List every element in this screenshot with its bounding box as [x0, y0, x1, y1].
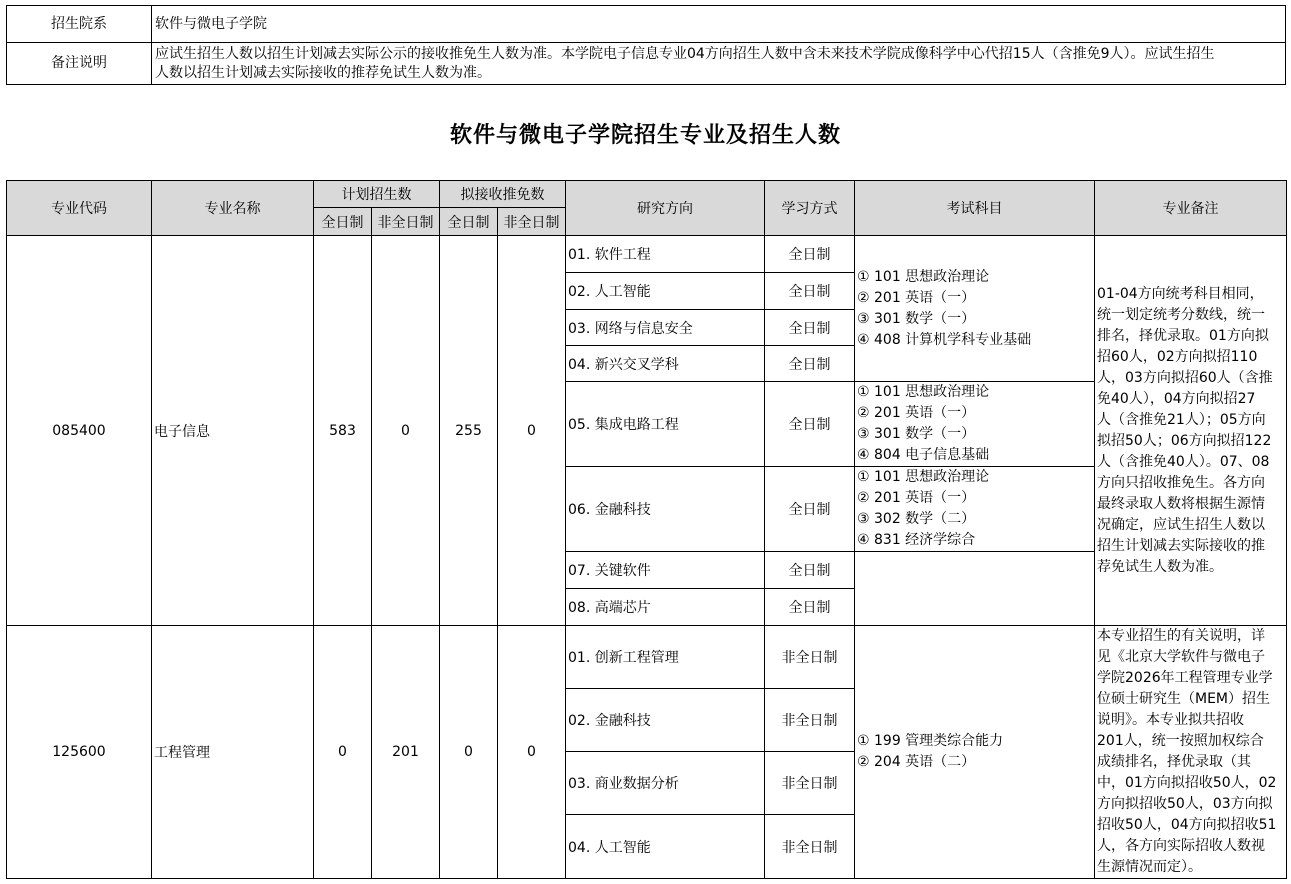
study-mode-cell: 全日制	[765, 346, 855, 382]
direction-cell: 03. 网络与信息安全	[566, 310, 765, 346]
subjects-cell	[855, 467, 1095, 552]
rec-part: 0	[498, 236, 566, 626]
header-study-mode: 学习方式	[765, 181, 855, 236]
note-line: 排名，择优录取。01方向拟	[1097, 327, 1269, 344]
rec-part: 0	[498, 626, 566, 879]
subjects-cell	[855, 626, 1095, 879]
subject-item: ② 204 英语（二）	[857, 754, 976, 770]
remark-label: 备注说明	[7, 43, 152, 85]
header-plan: 计划招生数	[314, 181, 440, 208]
remark-line-2: 人数以招生计划减去实际接收的推荐免试生人数为准。	[155, 64, 491, 81]
subject-item: ③ 301 数学（一）	[857, 310, 976, 327]
subject-item: ② 201 英语（一）	[857, 289, 976, 306]
direction-cell: 04. 新兴交叉学科	[566, 346, 765, 382]
header-name: 专业名称	[152, 181, 314, 236]
dept-value: 软件与微电子学院	[152, 6, 1286, 43]
note-line: 本专业招生的有关说明，详	[1097, 628, 1265, 644]
study-mode-cell: 非全日制	[765, 689, 855, 752]
header-rec-full: 全日制	[440, 208, 498, 236]
study-mode-cell: 非全日制	[765, 815, 855, 879]
note-line: 统一划定统考分数线，统一	[1097, 306, 1265, 323]
header-recommend: 拟接收推免数	[440, 181, 566, 208]
header-note: 专业备注	[1095, 181, 1287, 236]
program-note	[1095, 236, 1287, 626]
note-line: 201人，统一按照加权综合	[1097, 733, 1264, 749]
subject-item: ① 199 管理类综合能力	[857, 733, 1004, 749]
header-plan-full: 全日制	[314, 208, 372, 236]
header-subjects: 考试科目	[855, 181, 1095, 236]
direction-cell: 04. 人工智能	[566, 815, 765, 879]
direction-cell: 05. 集成电路工程	[566, 382, 765, 467]
note-line: 人，各方向实际招收人数视	[1097, 838, 1265, 854]
info-table	[6, 5, 1286, 85]
study-mode-cell: 全日制	[765, 236, 855, 273]
subject-item: ③ 302 数学（二）	[857, 511, 976, 527]
subjects-cell	[855, 382, 1095, 467]
direction-cell: 03. 商业数据分析	[566, 752, 765, 815]
note-line: 成绩排名，择优录取（其	[1097, 754, 1251, 770]
program-name: 工程管理	[152, 626, 314, 879]
plan-part: 0	[372, 236, 440, 626]
study-mode-cell: 全日制	[765, 382, 855, 467]
direction-cell: 01. 创新工程管理	[566, 626, 765, 689]
note-line: 中，01方向拟招收50人，02	[1097, 775, 1277, 791]
note-line: 学院2026年工程管理专业学	[1097, 670, 1273, 686]
plan-full: 583	[314, 236, 372, 626]
subject-item: ① 101 思想政治理论	[857, 268, 990, 285]
note-line: 生源情况而定）。	[1097, 859, 1202, 875]
subject-item: ① 101 思想政治理论	[857, 384, 990, 400]
study-mode-cell: 全日制	[765, 273, 855, 310]
study-mode-cell: 非全日制	[765, 626, 855, 689]
direction-cell: 07. 关键软件	[566, 552, 765, 589]
study-mode-cell: 非全日制	[765, 752, 855, 815]
note-line: 方向只招收推免生。各方向	[1097, 474, 1265, 491]
subject-item: ① 101 思想政治理论	[857, 469, 990, 485]
subject-item: ② 201 英语（一）	[857, 490, 976, 506]
subjects-cell	[855, 236, 1095, 382]
header-code: 专业代码	[7, 181, 152, 236]
note-line: 招60人，02方向拟招110	[1097, 348, 1258, 365]
header-rec-part: 非全日制	[498, 208, 566, 236]
program-code: 125600	[7, 626, 152, 879]
subject-item: ④ 408 计算机学科专业基础	[857, 331, 1032, 348]
note-line: 位硕士研究生（MEM）招生	[1097, 691, 1271, 707]
rec-full: 0	[440, 626, 498, 879]
header-direction: 研究方向	[566, 181, 765, 236]
program-code: 085400	[7, 236, 152, 626]
subject-item: ② 201 英语（一）	[857, 405, 976, 421]
note-line: 招收50人，04方向拟招收51	[1097, 817, 1277, 833]
note-line: 说明》。本专业拟共招收	[1097, 712, 1244, 728]
direction-cell: 08. 高端芯片	[566, 589, 765, 626]
note-line: 招生计划减去实际接收的推	[1097, 537, 1265, 554]
note-line: 方向拟招收50人，03方向拟	[1097, 796, 1273, 812]
note-line: 见《北京大学软件与微电子	[1097, 649, 1265, 665]
subject-item: ③ 301 数学（一）	[857, 426, 976, 442]
page-title: 软件与微电子学院招生专业及招生人数	[449, 123, 841, 148]
remark-value	[152, 43, 1286, 85]
note-line: 荐免试生人数为准。	[1097, 558, 1223, 575]
plan-full: 0	[314, 626, 372, 879]
admission-table	[6, 180, 1287, 879]
program-note	[1095, 626, 1287, 879]
subject-item: ④ 804 电子信息基础	[857, 447, 990, 463]
dept-label: 招生院系	[7, 6, 152, 43]
note-line: 人，03方向拟招60人（含推	[1097, 369, 1273, 386]
subject-item: ④ 831 经济学综合	[857, 532, 976, 548]
header-plan-part: 非全日制	[372, 208, 440, 236]
plan-part: 201	[372, 626, 440, 879]
note-line: 况确定，应试生招生人数以	[1097, 516, 1265, 533]
program-name: 电子信息	[152, 236, 314, 626]
direction-cell: 02. 金融科技	[566, 689, 765, 752]
note-line: 最终录取人数将根据生源情	[1097, 495, 1265, 512]
study-mode-cell: 全日制	[765, 552, 855, 589]
study-mode-cell: 全日制	[765, 467, 855, 552]
direction-cell: 02. 人工智能	[566, 273, 765, 310]
subjects-empty-cell	[855, 552, 1095, 626]
rec-full: 255	[440, 236, 498, 626]
direction-cell: 06. 金融科技	[566, 467, 765, 552]
note-line: 拟招50人；06方向拟招122	[1097, 432, 1272, 449]
note-line: 01-04方向统考科目相同，	[1097, 285, 1264, 302]
note-line: 人（含推免21人）；05方向	[1097, 411, 1266, 428]
note-line: 人（含推免40人）。07、08	[1097, 453, 1270, 470]
study-mode-cell: 全日制	[765, 310, 855, 346]
direction-cell: 01. 软件工程	[566, 236, 765, 273]
table-row	[7, 236, 1287, 273]
remark-line-1: 应试生招生人数以招生计划减去实际公示的接收推免生人数为准。本学院电子信息专业04方向招生人数中含未来技术学院成像科学中心代招15人（含推免9人）。应试生招生	[155, 45, 1215, 62]
table-row	[7, 626, 1287, 689]
note-line: 免40人），04方向拟招27	[1097, 390, 1256, 407]
study-mode-cell: 全日制	[765, 589, 855, 626]
